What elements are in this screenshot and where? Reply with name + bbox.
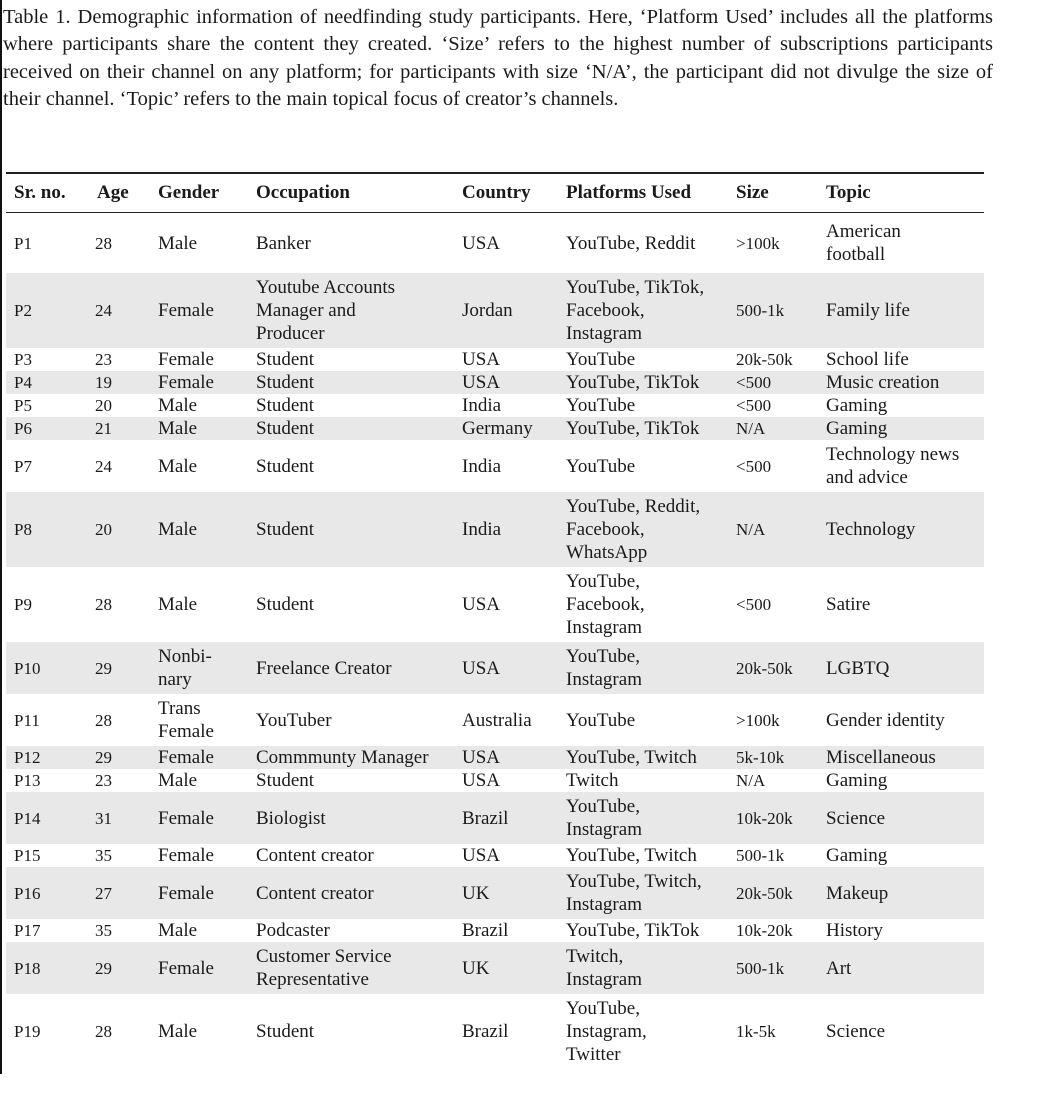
cell-line: School life [826, 349, 909, 370]
table-row [6, 867, 984, 919]
header-occupation: Occupation [256, 182, 350, 203]
cell-line: Male [158, 455, 198, 477]
cell-line: Instagram [566, 669, 642, 690]
cell-platforms [558, 792, 728, 844]
cell-country: Brazil [462, 920, 509, 941]
cell-gender [150, 746, 248, 769]
table-row [6, 919, 984, 942]
cell-country: USA [454, 371, 558, 394]
cell-topic [818, 746, 984, 769]
cell-age: 24 [95, 456, 112, 476]
cell-occupation [248, 417, 454, 440]
cell-line: Facebook, [566, 300, 645, 321]
cell-gender [150, 844, 248, 867]
table-row [6, 994, 984, 1069]
table-row [6, 440, 984, 492]
cell-gender [150, 348, 248, 371]
cell-line: Miscellaneous [826, 747, 936, 768]
cell-line: Male [158, 920, 198, 941]
cell-line: Student [256, 1021, 315, 1042]
cell-sr-no: P16 [6, 867, 89, 919]
cell-line: YouTube [566, 349, 636, 370]
cell-line: Male [158, 519, 198, 540]
cell-gender [150, 942, 248, 994]
cell-occupation [248, 273, 454, 348]
cell-sr-no: P19 [14, 1022, 41, 1041]
cell-line: Content creator [256, 845, 374, 866]
cell-size: 500-1k [728, 273, 818, 348]
cell-line: Student [256, 594, 315, 615]
cell-occupation [248, 371, 454, 394]
table-row [6, 746, 984, 769]
cell-line: Nonbi- [158, 646, 212, 667]
cell-gender [150, 769, 248, 792]
table-row [6, 394, 984, 417]
cell-line: Technology [826, 519, 916, 540]
cell-sr-no: P1 [14, 233, 32, 253]
cell-platforms [558, 371, 728, 394]
cell-line: Gaming [826, 395, 888, 416]
cell-occupation [248, 642, 454, 694]
cell-age: 20 [95, 396, 112, 415]
table-row [6, 492, 984, 567]
cell-line: Female [158, 807, 214, 829]
cell-topic [818, 642, 984, 694]
cell-gender [150, 417, 248, 440]
cell-line: YouTube, Reddit [566, 232, 696, 254]
cell-line: Student [256, 770, 315, 791]
cell-line: YouTube, Reddit, [566, 496, 701, 517]
cell-line: YouTube, [566, 571, 640, 592]
cell-line: YouTube, TikTok [566, 372, 700, 393]
table-row [6, 213, 984, 274]
cell-occupation [248, 942, 454, 994]
cell-age: 28 [95, 595, 112, 614]
cell-line: Makeup [826, 882, 889, 904]
cell-size: N/A [728, 492, 818, 567]
cell-platforms [558, 769, 728, 792]
cell-gender [150, 694, 248, 746]
cell-occupation [248, 492, 454, 567]
cell-topic [818, 417, 984, 440]
cell-platforms [558, 348, 728, 371]
cell-sr-no: P17 [14, 921, 41, 940]
cell-line: Instagram [566, 617, 642, 638]
cell-line: Family life [826, 300, 910, 321]
cell-line: Podcaster [256, 920, 330, 941]
cell-size: 500-1k [736, 846, 785, 865]
table-row [6, 844, 984, 867]
cell-line: Science [826, 1021, 886, 1042]
cell-topic [818, 844, 984, 867]
cell-size: 10k-20k [728, 792, 818, 844]
cell-line: Male [158, 395, 198, 416]
cell-age: 35 [95, 846, 112, 865]
cell-topic [818, 567, 984, 642]
cell-topic [818, 440, 984, 492]
cell-line: Student [256, 418, 315, 439]
cell-sr-no: P9 [14, 595, 32, 614]
cell-sr-no: P15 [14, 846, 41, 865]
cell-line: Male [158, 594, 198, 615]
cell-country: Jordan [454, 273, 558, 348]
cell-occupation [248, 567, 454, 642]
cell-age: 21 [89, 417, 150, 440]
cell-platforms [558, 942, 728, 994]
cell-topic [818, 792, 984, 844]
cell-occupation [248, 694, 454, 746]
cell-platforms [558, 694, 728, 746]
cell-age: 24 [89, 273, 150, 348]
cell-sr-no: P11 [14, 710, 40, 730]
header-gender: Gender [158, 182, 220, 203]
cell-size: >100k [736, 233, 780, 253]
cell-topic [818, 348, 984, 371]
cell-platforms [558, 273, 728, 348]
cell-gender [150, 492, 248, 567]
cell-sr-no: P10 [6, 642, 89, 694]
cell-line: Representative [256, 969, 369, 990]
table-container [6, 172, 986, 1075]
cell-age: 23 [95, 771, 112, 790]
cell-sr-no: P12 [6, 746, 89, 769]
cell-line: Commmunty Manager [256, 747, 429, 768]
header-size: Size [736, 182, 769, 203]
cell-line: Student [256, 519, 315, 540]
cell-line: Satire [826, 594, 871, 615]
cell-line: YouTube, Twitch, [566, 871, 702, 892]
cell-platforms [558, 642, 728, 694]
cell-line: Twitter [566, 1044, 621, 1065]
cell-line: American [826, 221, 901, 242]
cell-platforms [558, 994, 728, 1069]
cell-topic [818, 942, 984, 994]
cell-age: 28 [95, 1022, 112, 1041]
cell-gender [150, 213, 248, 274]
cell-line: Female [158, 721, 214, 742]
cell-platforms [558, 567, 728, 642]
cell-line: nary [158, 669, 192, 690]
table-row [6, 769, 984, 792]
cell-line: Female [158, 882, 214, 904]
table-caption: Table 1. Demographic information of needfinding study participants. Here, ‘Platform Used’ includes all the platforms where participants share the content they created. ‘Size’ refers to the highest number of subscriptions participants received on their channel on any platform; for participants with size ‘N/A’, the participant did not divulge the size of their channel. ‘Topic’ refers to the main topical focus of creator’s channels. [3, 6, 993, 111]
cell-line: Technology news [826, 444, 960, 465]
cell-line: Female [158, 372, 214, 393]
cell-topic [818, 371, 984, 394]
cell-country: India [462, 395, 502, 416]
cell-country: USA [454, 642, 558, 694]
cell-platforms [558, 492, 728, 567]
cell-occupation [248, 769, 454, 792]
cell-topic [818, 694, 984, 746]
cell-line: Student [256, 455, 315, 477]
table-row [6, 348, 984, 371]
demographics-table [6, 172, 984, 1069]
cell-line: Science [826, 807, 886, 829]
cell-sr-no: P3 [14, 350, 32, 369]
table-row [6, 371, 984, 394]
cell-line: Biologist [256, 807, 326, 829]
cell-line: Female [158, 747, 214, 768]
cell-occupation [248, 213, 454, 274]
cell-line: Male [158, 418, 198, 439]
cell-sr-no: P13 [14, 771, 41, 790]
cell-topic [818, 492, 984, 567]
cell-country: Germany [454, 417, 558, 440]
cell-platforms [558, 746, 728, 769]
cell-line: Instagram [566, 969, 642, 990]
cell-gender [150, 867, 248, 919]
cell-country: USA [462, 232, 501, 254]
cell-sr-no: P14 [6, 792, 89, 844]
cell-line: Trans [158, 698, 201, 719]
cell-country: Australia [462, 709, 532, 731]
cell-line: WhatsApp [566, 542, 648, 563]
cell-line: Female [158, 957, 214, 979]
cell-gender [150, 440, 248, 492]
cell-age: 20 [89, 492, 150, 567]
cell-age: 27 [89, 867, 150, 919]
cell-line: Art [826, 957, 852, 979]
cell-size: 20k-50k [728, 867, 818, 919]
cell-occupation [248, 348, 454, 371]
cell-size: <500 [736, 396, 772, 415]
cell-line: YouTube, TikTok, [566, 277, 705, 298]
cell-age: 29 [89, 942, 150, 994]
cell-country: USA [462, 594, 501, 615]
cell-topic [818, 919, 984, 942]
cell-line: Male [158, 1021, 198, 1042]
cell-size: 500-1k [728, 942, 818, 994]
cell-line: Student [256, 372, 315, 393]
cell-line: and advice [826, 467, 908, 488]
cell-occupation [248, 394, 454, 417]
cell-gender [150, 273, 248, 348]
cell-age: 35 [95, 921, 112, 940]
cell-line: YouTube, TikTok [566, 920, 700, 941]
header-age: Age [97, 182, 129, 203]
cell-country: Brazil [462, 1021, 509, 1042]
cell-country: India [462, 455, 502, 477]
cell-line: Music creation [826, 372, 940, 393]
cell-country: UK [454, 867, 558, 919]
page-left-border [0, 0, 2, 1074]
cell-sr-no: P2 [6, 273, 89, 348]
cell-topic [818, 213, 984, 274]
cell-line: Youtube Accounts [256, 277, 395, 298]
cell-platforms [558, 844, 728, 867]
cell-line: YouTuber [256, 709, 332, 731]
cell-gender [150, 994, 248, 1069]
cell-sr-no: P6 [6, 417, 89, 440]
cell-line: YouTube, Twitch [566, 845, 697, 866]
cell-line: Gaming [826, 845, 888, 866]
cell-line: Customer Service [256, 946, 392, 967]
cell-sr-no: P18 [6, 942, 89, 994]
header-platforms-used: Platforms Used [566, 182, 692, 203]
cell-country: USA [462, 349, 501, 370]
cell-line: Manager and [256, 300, 356, 321]
cell-sr-no: P7 [14, 456, 32, 476]
cell-platforms [558, 440, 728, 492]
cell-occupation [248, 746, 454, 769]
cell-line: YouTube, TikTok [566, 418, 700, 439]
cell-line: Instagram [566, 819, 642, 840]
cell-size: 5k-10k [728, 746, 818, 769]
cell-occupation [248, 867, 454, 919]
cell-line: Twitch [566, 770, 619, 791]
cell-size: 1k-5k [736, 1022, 776, 1041]
cell-gender [150, 792, 248, 844]
cell-platforms [558, 867, 728, 919]
cell-occupation [248, 844, 454, 867]
cell-gender [150, 642, 248, 694]
cell-platforms [558, 417, 728, 440]
cell-line: Twitch, [566, 946, 624, 967]
cell-line: Male [158, 232, 198, 254]
cell-age: 29 [89, 642, 150, 694]
cell-occupation [248, 919, 454, 942]
cell-line: Content creator [256, 882, 374, 904]
cell-country: USA [462, 845, 501, 866]
table-row [6, 417, 984, 440]
table-header-row [6, 173, 984, 213]
cell-line: Facebook, [566, 594, 645, 615]
table-row [6, 642, 984, 694]
cell-line: Instagram [566, 894, 642, 915]
cell-occupation [248, 994, 454, 1069]
cell-size: 10k-20k [736, 921, 793, 940]
cell-size: N/A [728, 417, 818, 440]
table-row [6, 567, 984, 642]
header-country: Country [462, 182, 531, 203]
header-sr-no: Sr. no. [14, 182, 66, 203]
cell-topic [818, 867, 984, 919]
cell-line: YouTube [566, 455, 636, 477]
cell-line: Instagram [566, 323, 642, 344]
cell-line: Male [158, 770, 198, 791]
cell-line: LGBTQ [826, 657, 890, 679]
cell-country: UK [454, 942, 558, 994]
cell-occupation [248, 792, 454, 844]
cell-line: Producer [256, 323, 325, 344]
cell-line: YouTube, [566, 646, 640, 667]
cell-line: Female [158, 349, 214, 370]
cell-sr-no: P5 [14, 396, 32, 415]
cell-size: >100k [736, 710, 780, 730]
cell-line: YouTube, Twitch [566, 747, 697, 768]
cell-line: YouTube, [566, 998, 640, 1019]
cell-line: Freelance Creator [256, 657, 392, 679]
cell-line: YouTube, [566, 796, 640, 817]
cell-age: 29 [89, 746, 150, 769]
table-row [6, 792, 984, 844]
cell-age: 23 [95, 350, 112, 369]
cell-line: Female [158, 300, 214, 321]
cell-occupation [248, 440, 454, 492]
cell-country: USA [462, 770, 501, 791]
cell-line: Instagram, [566, 1021, 647, 1042]
cell-age: 28 [95, 710, 112, 730]
cell-size: <500 [728, 371, 818, 394]
cell-platforms [558, 919, 728, 942]
cell-age: 19 [89, 371, 150, 394]
cell-line: YouTube [566, 395, 636, 416]
cell-size: <500 [736, 456, 772, 476]
header-topic: Topic [826, 182, 871, 203]
table-row [6, 273, 984, 348]
cell-line: Gaming [826, 770, 888, 791]
cell-country: Brazil [454, 792, 558, 844]
cell-line: Female [158, 845, 214, 866]
table-row [6, 942, 984, 994]
cell-age: 28 [95, 233, 112, 253]
cell-line: Gaming [826, 418, 888, 439]
cell-size: 20k-50k [728, 642, 818, 694]
cell-line: Student [256, 395, 315, 416]
cell-gender [150, 919, 248, 942]
cell-country: USA [454, 746, 558, 769]
cell-platforms [558, 394, 728, 417]
cell-sr-no: P4 [6, 371, 89, 394]
cell-gender [150, 371, 248, 394]
cell-platforms [558, 213, 728, 274]
cell-topic [818, 394, 984, 417]
cell-line: Student [256, 349, 315, 370]
cell-sr-no: P8 [6, 492, 89, 567]
cell-line: Gender identity [826, 709, 945, 731]
cell-topic [818, 994, 984, 1069]
table-body [6, 213, 984, 1070]
cell-country: India [454, 492, 558, 567]
cell-size: N/A [736, 771, 766, 790]
cell-age: 31 [89, 792, 150, 844]
cell-line: football [826, 244, 886, 265]
cell-size: <500 [736, 595, 772, 614]
table-row [6, 694, 984, 746]
cell-line: YouTube [566, 709, 636, 731]
cell-line: Facebook, [566, 519, 645, 540]
cell-gender [150, 394, 248, 417]
cell-topic [818, 273, 984, 348]
cell-line: History [826, 920, 883, 941]
cell-topic [818, 769, 984, 792]
cell-gender [150, 567, 248, 642]
cell-line: Banker [256, 232, 311, 254]
cell-size: 20k-50k [736, 350, 793, 369]
